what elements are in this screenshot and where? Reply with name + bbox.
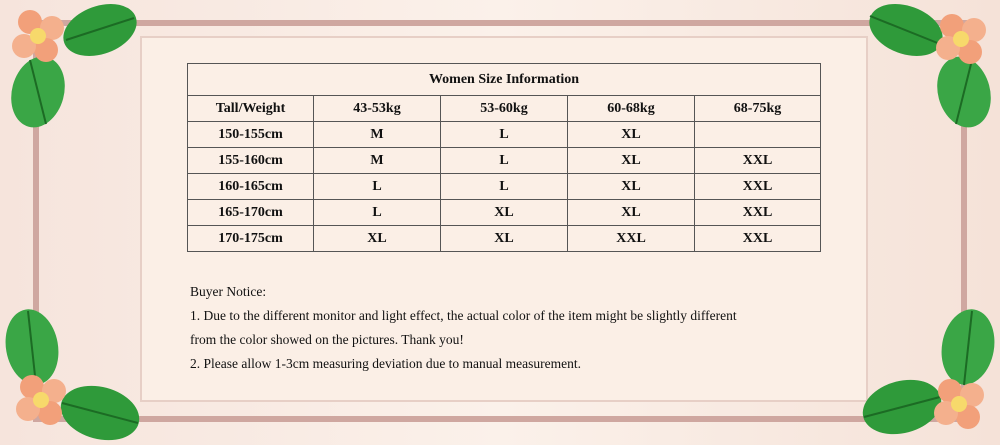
buyer-notice [190,280,830,376]
size-cell: L [441,122,568,148]
height-cell: 165-170cm [188,200,314,226]
height-cell: 155-160cm [188,148,314,174]
table-title-row [188,64,821,96]
leaf-cluster-top-right [860,0,1000,130]
size-cell: XXL [695,174,821,200]
leaf-cluster-bottom-right [850,305,1000,445]
column-header: 43-53kg [314,96,441,122]
size-cell: M [314,148,441,174]
leaf-icon [936,305,1000,389]
size-cell: XXL [695,226,821,252]
notice-heading: Buyer Notice: [190,284,267,299]
size-chart-table [187,63,821,252]
table-row [188,200,821,226]
size-cell: XL [568,122,695,148]
size-cell: L [314,200,441,226]
table-row [188,122,821,148]
size-cell: L [441,148,568,174]
size-cell: XL [568,174,695,200]
leaf-cluster-bottom-left [0,305,150,445]
size-cell: XXL [568,226,695,252]
column-header: Tall/Weight [188,96,314,122]
height-cell: 160-165cm [188,174,314,200]
size-cell: XL [568,148,695,174]
size-cell: XL [314,226,441,252]
size-cell: XL [441,200,568,226]
size-cell: XL [568,200,695,226]
size-cell: L [314,174,441,200]
size-cell: L [441,174,568,200]
table-header-row [188,96,821,122]
table-title: Women Size Information [188,64,821,96]
table-row [188,174,821,200]
size-cell: XL [441,226,568,252]
table-row [188,148,821,174]
notice-line: 1. Due to the different monitor and light effect, the actual color of the item might be slightly different [190,308,737,323]
flower-icon [936,14,986,64]
size-cell [695,122,821,148]
leaf-icon [56,0,140,66]
notice-line: from the color showed on the pictures. Thank you! [190,332,464,347]
size-cell: XXL [695,200,821,226]
column-header: 60-68kg [568,96,695,122]
size-cell: XXL [695,148,821,174]
leaf-icon [930,50,999,130]
flower-icon [16,375,66,425]
flower-icon [12,10,64,62]
height-cell: 150-155cm [188,122,314,148]
column-header: 53-60kg [441,96,568,122]
leaf-cluster-top-left [0,0,140,130]
flower-icon [934,379,984,429]
height-cell: 170-175cm [188,226,314,252]
leaf-icon [55,378,146,445]
leaf-icon [862,0,950,66]
leaf-icon [4,50,73,130]
size-cell: M [314,122,441,148]
leaf-icon [857,372,948,443]
column-header: 68-75kg [695,96,821,122]
table-row [188,226,821,252]
notice-line: 2. Please allow 1-3cm measuring deviation due to manual measurement. [190,356,582,371]
